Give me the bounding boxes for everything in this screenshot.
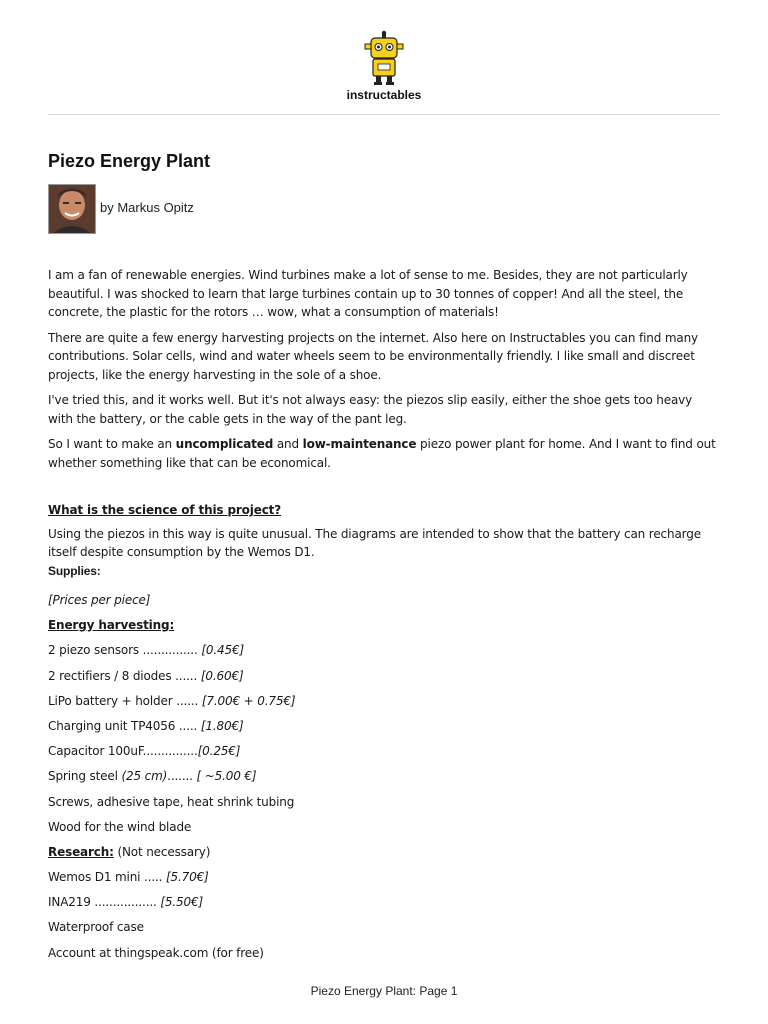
science-heading-line bbox=[48, 501, 720, 520]
header-divider bbox=[48, 114, 720, 115]
item-price: [0.45€] bbox=[201, 643, 244, 658]
research-heading-line bbox=[48, 843, 720, 862]
item-price: [5.50€] bbox=[160, 895, 204, 910]
item-price: [7.00€ + 0.75€] bbox=[201, 693, 296, 708]
item-price: [5.70€] bbox=[166, 870, 209, 885]
list-item bbox=[48, 692, 720, 711]
item-text: INA219 ................. bbox=[48, 895, 161, 910]
item-text: Capacitor 100uF............... bbox=[48, 744, 198, 759]
list-item: Wood for the wind blade bbox=[48, 819, 192, 834]
list-item bbox=[48, 641, 720, 660]
research-note: (Not necessary) bbox=[113, 844, 211, 859]
goal-text-1: So I want to make an bbox=[48, 437, 176, 451]
item-price: [0.25€] bbox=[197, 744, 241, 759]
list-item bbox=[48, 893, 720, 912]
energy-harvesting-heading: Energy harvesting: bbox=[48, 618, 175, 633]
goal-paragraph bbox=[48, 435, 720, 472]
supplies-label: Supplies: bbox=[48, 563, 101, 578]
intro-paragraph-1: I am a fan of renewable energies. Wind turbines make a lot of sense to me. Besides, they are not particularly beautiful. I was shocked to learn that large turbines contain up to 30 tonnes of copper! And all the steel, the concrete, the plastic for the rotors … wow, what a consumption of materials! bbox=[48, 268, 688, 319]
item-detail: (25 cm) bbox=[121, 769, 168, 784]
list-item bbox=[48, 868, 720, 887]
goal-text-3: piezo power plant for home. And I want to find out whether something like that can be economical. bbox=[48, 437, 716, 470]
item-text: 2 piezo sensors ............... bbox=[48, 643, 202, 658]
author-avatar[interactable] bbox=[48, 184, 96, 234]
article-body bbox=[48, 266, 720, 969]
research-heading: Research: bbox=[48, 844, 114, 859]
intro-paragraph-3: I've tried this, and it works well. But it's not always easy: the piezos slip easily, either the shoe gets too heavy with the battery, or the cable gets in the way of the pant leg. bbox=[48, 393, 693, 426]
item-text: Wemos D1 mini ..... bbox=[48, 870, 166, 885]
list-item bbox=[48, 767, 720, 786]
prices-note: [Prices per piece] bbox=[48, 593, 151, 607]
list-item bbox=[48, 717, 720, 736]
page-title: Piezo Energy Plant bbox=[48, 151, 211, 171]
page-footer: Piezo Energy Plant: Page 1 bbox=[310, 984, 458, 998]
energy-heading-line bbox=[48, 616, 720, 635]
item-price: [1.80€] bbox=[200, 718, 244, 733]
item-text: Charging unit TP4056 ..... bbox=[48, 718, 201, 733]
goal-text-2: and bbox=[273, 437, 303, 451]
list-item: Waterproof case bbox=[48, 920, 144, 935]
science-paragraph: Using the piezos in this way is quite unusual. The diagrams are intended to show that the battery can recharge itself despite consumption by the Wemos D1. bbox=[48, 526, 701, 559]
brand-name[interactable]: instructables bbox=[346, 88, 422, 102]
list-item: Account at thingspeak.com (for free) bbox=[48, 945, 264, 960]
list-item: Screws, adhesive tape, heat shrink tubing bbox=[48, 794, 295, 809]
instructables-robot-logo[interactable] bbox=[361, 30, 407, 88]
list-item bbox=[48, 667, 720, 686]
site-header bbox=[0, 30, 768, 102]
intro-paragraph-2: There are quite a few energy harvesting projects on the internet. Also here on Instructables you can find many contributions. Solar cells, wind and water wheels seem to be environmentally friendly. I like small and discreet projects, like the energy harvesting in the sole of a shoe. bbox=[48, 330, 699, 382]
science-heading: What is the science of this project? bbox=[48, 503, 282, 517]
item-text: LiPo battery + holder ...... bbox=[48, 693, 202, 708]
avatar-image bbox=[49, 185, 95, 233]
author-byline[interactable]: by Markus Opitz bbox=[100, 200, 194, 215]
item-text: Spring steel bbox=[48, 769, 122, 784]
goal-bold-uncomplicated: uncomplicated bbox=[175, 437, 274, 451]
item-price: [0.60€] bbox=[200, 668, 244, 683]
item-price: [ ~5.00 €] bbox=[196, 769, 257, 784]
goal-bold-low-maintenance: low-maintenance bbox=[302, 437, 417, 451]
supplies-list bbox=[48, 591, 720, 962]
list-item bbox=[48, 742, 720, 761]
item-dots: ....... bbox=[167, 769, 197, 784]
item-text: 2 rectifiers / 8 diodes ...... bbox=[48, 668, 201, 683]
